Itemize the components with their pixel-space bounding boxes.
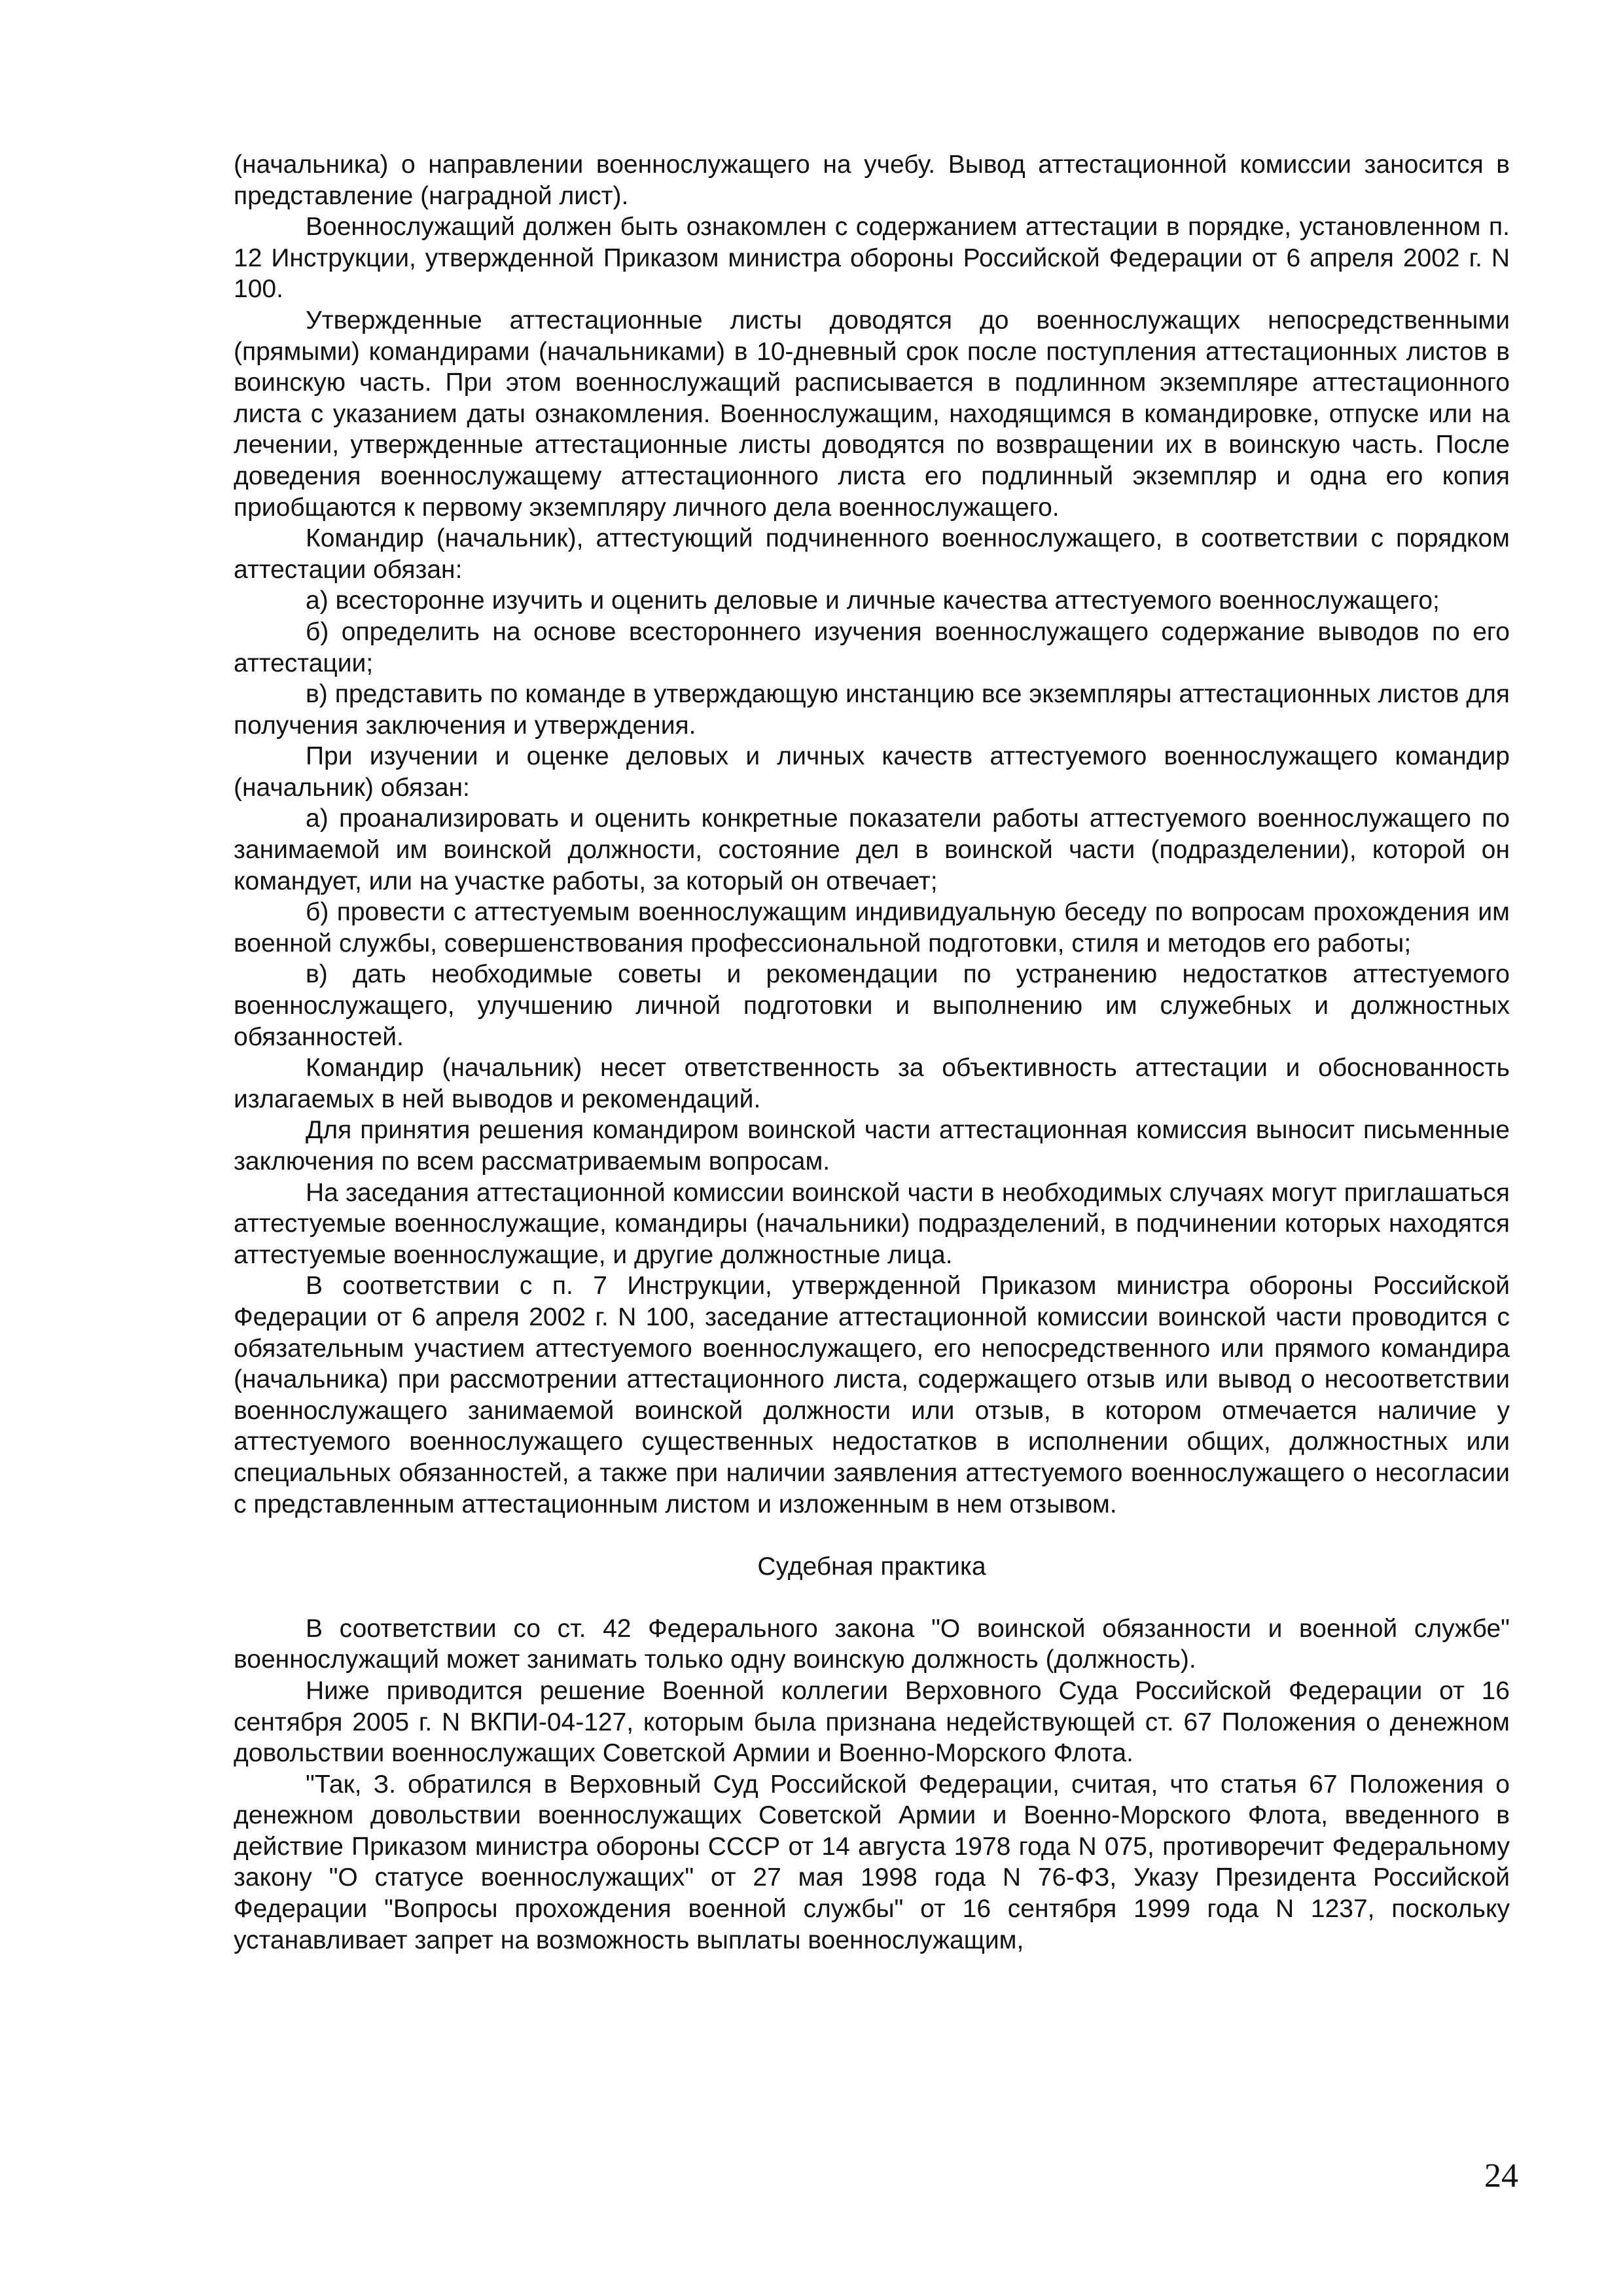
paragraph: В соответствии со ст. 42 Федерального закона "О воинской обязанности и военной службе" военнослужащий может занимать только одну воинскую должность (должность).	[234, 1614, 1510, 1674]
paragraph: При изучении и оценке деловых и личных качеств аттестуемого военнослужащего командир (начальник) обязан:	[234, 742, 1510, 802]
paragraph: Для принятия решения командиром воинской части аттестационная комиссия выносит письменные заключения по всем рассматриваемым вопросам.	[234, 1116, 1510, 1175]
paragraph: Командир (начальник), аттестующий подчиненного военнослужащего, в соответствии с порядком аттестации обязан:	[234, 524, 1510, 584]
list-item: а) проанализировать и оценить конкретные показатели работы аттестуемого военнослужащего по занимаемой им воинской должности, состояние дел в воинской части (подразделении), которой он командует, или на участке работы, за который он отвечает;	[234, 804, 1510, 895]
page-number: 24	[1484, 2157, 1518, 2195]
paragraph: "Так, З. обратился в Верховный Суд Российской Федерации, считая, что статья 67 Положения о денежном довольствии военнослужащих Советской Армии и Военно-Морского Флота, введенного в действие Приказом министра обороны СССР от 14 августа 1978 года N 075, противоречит Федеральному закону "О статусе военнослужащих" от 27 мая 1998 года N 76-ФЗ, Указу Президента Российской Федерации "Вопросы прохождения военной службы" от 16 сентября 1999 года N 1237, поскольку устанавливает запрет на возможность выплаты военнослужащим,	[234, 1770, 1510, 1954]
list-item: б) провести с аттестуемым военнослужащим индивидуальную беседу по вопросам прохождения им военной службы, совершенствования профессиональной подготовки, стиля и методов его работы;	[234, 898, 1510, 958]
list-item: в) представить по команде в утверждающую инстанцию все экземпляры аттестационных листов для получения заключения и утверждения.	[234, 680, 1510, 740]
paragraph: Ниже приводится решение Военной коллегии Верховного Суда Российской Федерации от 16 сентября 2005 г. N ВКПИ-04-127, которым была признана недействующей ст. 67 Положения о денежном довольствии военнослужащих Советской Армии и Военно-Морского Флота.	[234, 1676, 1510, 1768]
paragraph: Командир (начальник) несет ответственность за объективность аттестации и обоснованность излагаемых в ней выводов и рекомендаций.	[234, 1054, 1510, 1113]
paragraph: На заседания аттестационной комиссии воинской части в необходимых случаях могут приглашаться аттестуемые военнослужащие, командиры (начальники) подразделений, в подчинении которых находятся аттестуемые военнослужащие, и другие должностные лица.	[234, 1178, 1510, 1269]
list-item: а) всесторонне изучить и оценить деловые и личные качества аттестуемого военнослужащего;	[306, 586, 1440, 615]
section-heading: Судебная практика	[757, 1552, 986, 1581]
list-item: в) дать необходимые советы и рекомендации по устранению недостатков аттестуемого военнослужащего, улучшению личной подготовки и выполнению им служебных и должностных обязанностей.	[234, 960, 1510, 1051]
document-body	[234, 149, 1510, 1956]
list-item: б) определить на основе всестороннего изучения военнослужащего содержание выводов по его аттестации;	[234, 617, 1510, 677]
paragraph: Военнослужащий должен быть ознакомлен с содержанием аттестации в порядке, установленном п. 12 Инструкции, утвержденной Приказом министра обороны Российской Федерации от 6 апреля 2002 г. N 100.	[234, 213, 1510, 304]
paragraph: (начальника) о направлении военнослужащего на учебу. Вывод аттестационной комиссии заносится в представление (наградной лист).	[234, 151, 1510, 210]
paragraph: Утвержденные аттестационные листы доводятся до военнослужащих непосредственными (прямыми) командирами (начальниками) в 10-дневный срок после поступления аттестационных листов в воинскую часть. При этом военнослужащий расписывается в подлинном экземпляре аттестационного листа с указанием даты ознакомления. Военнослужащим, находящимся в командировке, отпуске или на лечении, утвержденные аттестационные листы доводятся по возвращении их в воинскую часть. После доведения военнослужащему аттестационного листа его подлинный экземпляр и одна его копия приобщаются к первому экземпляру личного дела военнослужащего.	[234, 306, 1510, 522]
paragraph: В соответствии с п. 7 Инструкции, утвержденной Приказом министра обороны Российской Федерации от 6 апреля 2002 г. N 100, заседание аттестационной комиссии воинской части проводится с обязательным участием аттестуемого военнослужащего, его непосредственного или прямого командира (начальника) при рассмотрении аттестационного листа, содержащего отзыв или вывод о несоответствии военнослужащего занимаемой воинской должности или отзыв, в котором отмечается наличие у аттестуемого военнослужащего существенных недостатков в исполнении общих, должностных или специальных обязанностей, а также при наличии заявления аттестуемого военнослужащего о несогласии с представленным аттестационным листом и изложенным в нем отзывом.	[234, 1272, 1510, 1518]
